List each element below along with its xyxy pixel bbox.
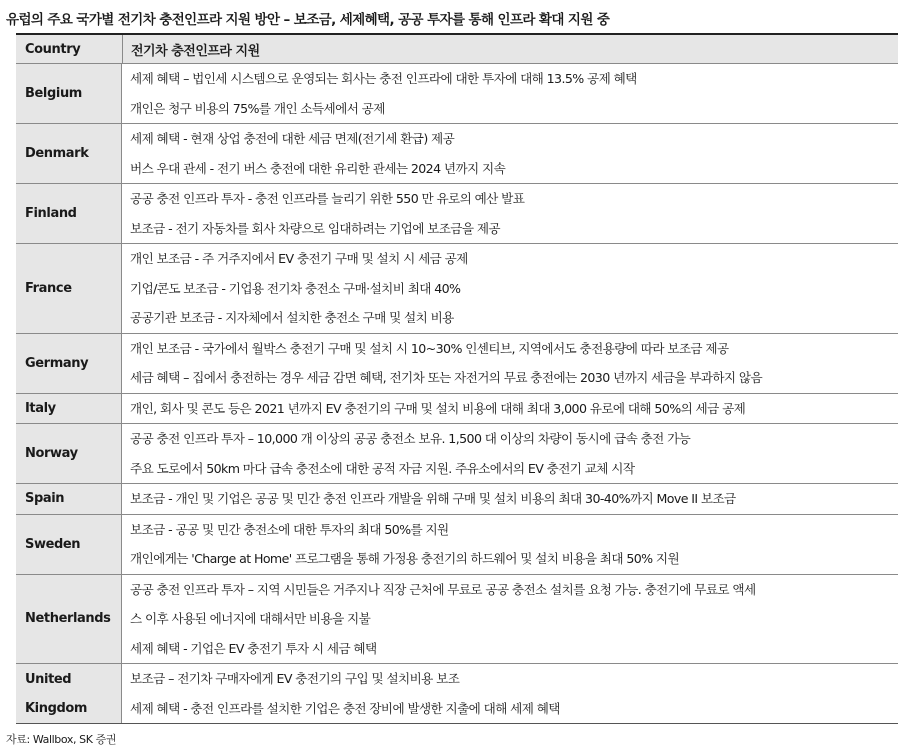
country-name: Germany — [25, 355, 89, 371]
source-note: 자료: Wallbox, SK 증권 — [6, 733, 117, 746]
support-line: 스 이후 사용된 에너지에 대해서만 비용을 지불 — [130, 611, 371, 626]
table-row — [16, 394, 898, 425]
table-row — [16, 515, 898, 575]
support-cell — [122, 424, 898, 483]
support-line: 세제 혜택 - 충전 인프라를 설치한 기업은 충전 장비에 발생한 지출에 대해 세제 혜택 — [130, 700, 560, 716]
support-line: 개인에게는 'Charge at Home' 프로그램을 통해 가정용 충전기의 하드웨어 및 설치 비용을 최대 50% 지원 — [130, 551, 680, 566]
support-line: 보조금 - 개인 및 기업은 공공 및 민간 충전 인프라 개발을 위해 구매 및 설치 비용의 최대 30-40%까지 Move II 보조금 — [130, 491, 736, 506]
support-cell — [122, 484, 898, 514]
table-row — [16, 484, 898, 515]
support-cell — [122, 394, 898, 424]
country-cell — [16, 515, 122, 574]
table-row — [16, 64, 898, 124]
header-support: 전기차 충전인프라 지원 — [122, 35, 898, 63]
support-line: 버스 우대 관세 - 전기 버스 충전에 대한 유리한 관세는 2024 년까지 지속 — [130, 160, 506, 176]
country-name: Sweden — [25, 536, 81, 552]
header-country: Country — [25, 41, 81, 57]
support-line: 개인 보조금 - 국가에서 월박스 충전기 구매 및 설치 시 10~30% 인센티브, 지역에서도 충전용량에 따라 보조금 제공 — [130, 340, 729, 356]
support-cell — [122, 64, 898, 123]
country-name: Denmark — [25, 146, 89, 161]
support-line: 보조금 - 전기 자동차를 회사 차량으로 임대하려는 기업에 보조금을 제공 — [130, 220, 500, 236]
country-name-part: Kingdom — [25, 700, 88, 716]
table-row — [16, 424, 898, 484]
table-row — [16, 575, 898, 665]
support-line: 공공 충전 인프라 투자 – 지역 시민들은 거주지나 직장 근처에 무료로 공공 충전소 설치를 요청 가능. 충전기에 무료로 액세 — [130, 581, 756, 597]
table-row — [16, 124, 898, 184]
support-line: 공공 충전 인프라 투자 - 충전 인프라를 늘리기 위한 550 만 유로의 예산 발표 — [130, 191, 525, 206]
support-line: 보조금 – 전기차 구매자에게 EV 충전기의 구입 및 설치비용 보조 — [130, 671, 460, 686]
subsidy-table — [16, 33, 898, 724]
table-row — [16, 334, 898, 394]
country-name: Finland — [25, 206, 77, 221]
country-cell — [16, 334, 122, 393]
country-cell — [16, 184, 122, 243]
table-body — [16, 64, 898, 723]
country-name: Netherlands — [25, 611, 111, 627]
table-row — [16, 244, 898, 334]
country-cell — [16, 664, 122, 723]
support-line: 개인은 청구 비용의 75%를 개인 소득세에서 공제 — [130, 100, 385, 116]
country-cell — [16, 64, 122, 123]
table-title: 유럽의 주요 국가별 전기차 충전인프라 지원 방안 – 보조금, 세제혜택, 공공 투자를 통해 인프라 확대 지원 중 — [6, 12, 610, 28]
table-row — [16, 184, 898, 244]
country-name: Spain — [25, 491, 65, 507]
country-cell — [16, 424, 122, 483]
country-name: Belgium — [25, 86, 82, 101]
country-cell — [16, 124, 122, 183]
support-line: 보조금 - 공공 및 민간 충전소에 대한 투자의 최대 50%를 지원 — [130, 521, 449, 537]
country-cell — [16, 575, 122, 664]
support-cell — [122, 575, 898, 664]
support-line: 개인, 회사 및 콘도 등은 2021 년까지 EV 충전기의 구매 및 설치 비용에 대해 최대 3,000 유로에 대해 50%의 세금 공제 — [130, 400, 746, 416]
country-name: Italy — [25, 400, 56, 416]
support-line: 주요 도로에서 50km 마다 급속 충전소에 대한 공적 자금 지원. 주유소에서의 EV 충전기 교체 시작 — [130, 460, 635, 476]
support-line: 세제 혜택 - 현재 상업 충전에 대한 세금 면제(전기세 환급) 제공 — [130, 131, 455, 146]
support-line: 세제 혜택 – 법인세 시스템으로 운영되는 회사는 충전 인프라에 대한 투자에 대해 13.5% 공제 혜택 — [130, 71, 637, 86]
country-cell — [16, 394, 122, 424]
support-cell — [122, 334, 898, 393]
support-cell — [122, 244, 898, 333]
support-line: 세제 혜택 - 기업은 EV 충전기 투자 시 세금 혜택 — [130, 640, 377, 656]
support-cell — [122, 515, 898, 574]
support-line: 공공 충전 인프라 투자 – 10,000 개 이상의 공공 충전소 보유. 1,500 대 이상의 차량이 동시에 급속 충전 가능 — [130, 431, 691, 446]
support-cell — [122, 124, 898, 183]
table-header — [16, 35, 898, 64]
country-cell — [16, 244, 122, 333]
support-line: 기업/콘도 보조금 - 기업용 전기차 충전소 구매·설치비 최대 40% — [130, 280, 461, 296]
country-cell — [16, 484, 122, 514]
table-row — [16, 664, 898, 723]
support-line: 세금 혜택 – 집에서 충전하는 경우 세금 감면 혜택, 전기차 또는 자전거의 무료 충전에는 2030 년까지 세금을 부과하지 않음 — [130, 370, 763, 385]
support-line: 공공기관 보조금 - 지자체에서 설치한 충전소 구매 및 설치 비용 — [130, 310, 454, 325]
country-name-part: United — [25, 671, 72, 687]
support-line: 개인 보조금 - 주 거주지에서 EV 충전기 구매 및 설치 시 세금 공제 — [130, 251, 468, 266]
country-name: Norway — [25, 446, 78, 461]
country-name: France — [25, 280, 72, 296]
support-cell — [122, 664, 898, 723]
support-cell — [122, 184, 898, 243]
